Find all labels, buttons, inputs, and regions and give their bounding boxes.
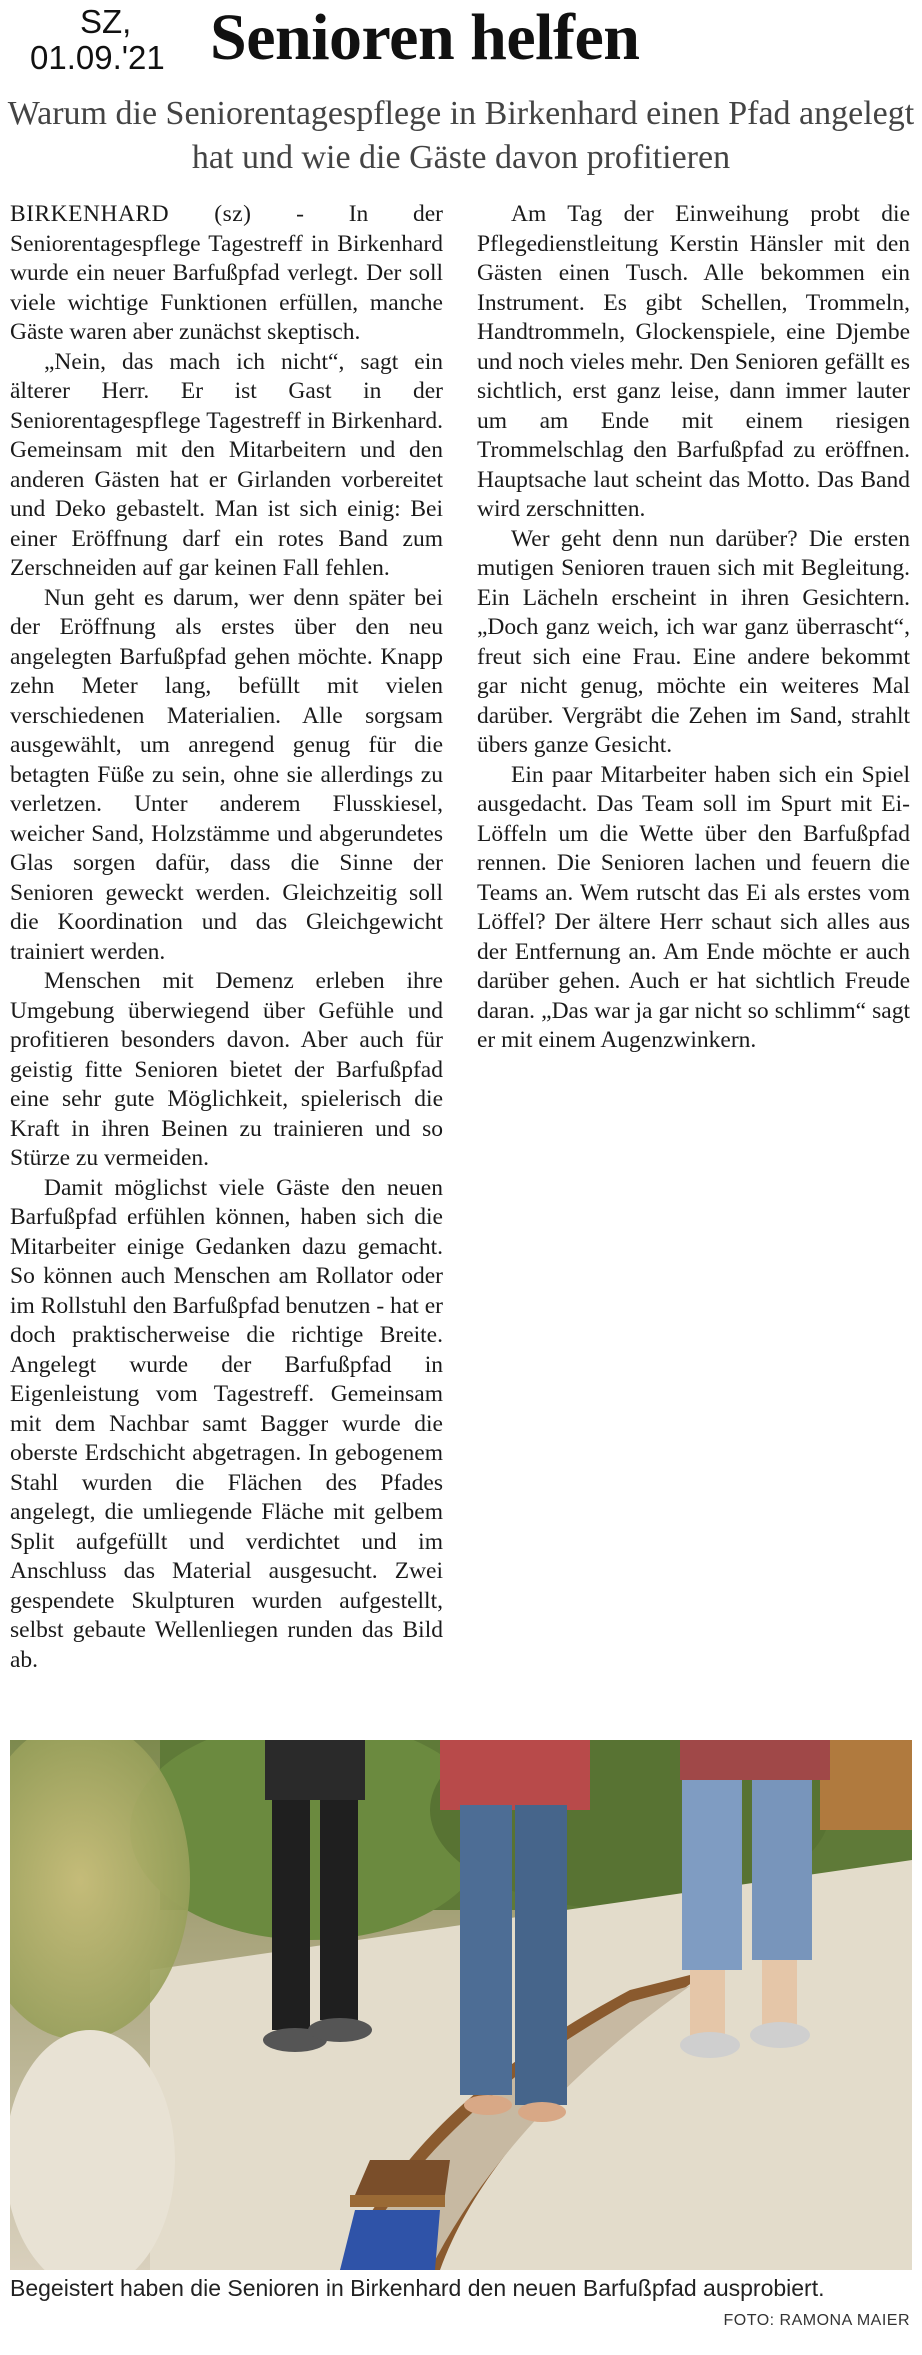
paragraph-5: Damit möglichst viele Gäste den neuen Barfußpfad erfühlen können, haben sich die Mitarbeiter einige Gedanken dazu gemacht. So können auch Menschen am Rollator oder im Rollstuhl den Barfußpfad benutzen - hat er doch praktischerweise die richtige Breite. Angelegt wurde der Barfußpfad in Eigenleistung vom Tagestreff. Gemeinsam mit dem Nachbar samt Bagger wurde die oberste Erdschicht abgetragen. In gebogenem Stahl wurden die Flächen des Pfades angelegt, die umliegende Fläche mit gelbem Split aufgefüllt und verdichtet und im Anschluss das Material ausgesucht. Zwei gespendete Skulpturen wurden aufgestellt, selbst gebaute Wellenliegen runden das Bild ab. <box>10 1174 443 1673</box>
photo-caption: Begeistert haben die Senioren in Birkenhard den neuen Barfußpfad ausprobiert. <box>10 2275 825 2301</box>
paragraph-1 <box>10 200 443 348</box>
paragraph-1-text: - In der Seniorentagespflege Tagestreff in Birkenhard wurde ein neuer Barfußpfad verlegt. Der soll viele wichtige Funktionen erfüllen, manche Gäste waren aber zunächst skeptisch. <box>10 201 443 345</box>
paragraph-6: Am Tag der Einweihung probt die Pflegedienstleitung Kerstin Hänsler mit den Gästen einen Tusch. Alle bekommen ein Instrument. Es gibt Schellen, Trommeln, Handtrommeln, Glockenspiele, eine Djembe und noch vieles mehr. Den Senioren gefällt es sichtlich, erst ganz leise, dann immer lauter um am Ende mit einem riesigen Trommelschlag den Barfußpfad zu eröffnen. Hauptsache laut scheint das Motto. Das Band wird zerschnitten. <box>477 201 910 522</box>
paragraph-7: Wer geht denn nun darüber? Die ersten mutigen Senioren trauen sich mit Begleitung. Ein Lächeln erscheint in ihren Gesichtern. „Doch ganz weich, ich war ganz überrascht“, freut sich eine Frau. Eine andere bekommt gar nicht genug, möchte ein weiteres Mal darüber. Vergräbt die Zehen im Sand, strahlt übers ganze Gesicht. <box>477 525 910 758</box>
paragraph-3: Nun geht es darum, wer denn später bei der Eröffnung als erstes über den neu angelegten Barfußpfad gehen möchte. Knapp zehn Meter lang, befüllt mit vielen verschiedenen Materialien. Alle sorgsam ausgewählt, um anregend genug für die betagten Füße zu sein, ohne sie allerdings zu verletzen. Unter anderem Flusskiesel, weicher Sand, Holzstämme und abgerundetes Glas sorgen dafür, dass die Sinne der Senioren geweckt werden. Gleichzeitig soll die Koordination und das Gleichgewicht trainiert werden. <box>10 584 443 965</box>
paragraph-8: Ein paar Mitarbeiter haben sich ein Spiel ausgedacht. Das Team soll im Spurt mit Ei-Löffeln um die Wette über den Barfußpfad rennen. Die Senioren lachen und feuern die Teams an. Wem rutscht das Ei als erstes vom Löffel? Der ältere Herr schaut sich alles aus der Entfernung an. Am Ende möchte er auch darüber gehen. Auch er hat sichtlich Freude daran. „Das war ja gar nicht so schlimm“ sagt er mit einem Augenzwinkern. <box>477 761 910 1053</box>
headline: Senioren helfen <box>210 1 640 74</box>
stamp-source: SZ, <box>80 3 132 40</box>
paragraph-4: Menschen mit Demenz erleben ihre Umgebung überwiegend über Gefühle und profitieren besonders davon. Aber auch für geistig fitte Senioren bietet der Barfußpfad eine sehr gute Möglichkeit, spielerisch die Kraft in ihren Beinen zu trainieren und so Stürze zu vermeiden. <box>10 968 443 1171</box>
subheadline: Warum die Seniorentagespflege in Birkenhard einen Pfad angelegt hat und wie die Gäste davon profitieren <box>7 95 915 176</box>
dateline: BIRKENHARD (sz) <box>10 201 252 227</box>
photo-credit: FOTO: RAMONA MAIER <box>723 2312 910 2329</box>
photo-barefoot-path <box>10 1740 912 2270</box>
stamp-date: 01.09.'21 <box>30 39 165 76</box>
date-stamp <box>30 4 200 76</box>
article-photo <box>10 1740 912 2270</box>
article-body <box>10 200 910 1690</box>
paragraph-2: „Nein, das mach ich nicht“, sagt ein älterer Herr. Er ist Gast in der Seniorentagespflege Tagestreff in Birkenhard. Gemeinsam mit den Mitarbeitern und den anderen Gästen hat er Girlanden vorbereitet und Deko gebastelt. Man ist sich einig: Bei einer Eröffnung darf ein rotes Band zum Zerschneiden auf gar keinen Fall fehlen. <box>10 348 443 581</box>
